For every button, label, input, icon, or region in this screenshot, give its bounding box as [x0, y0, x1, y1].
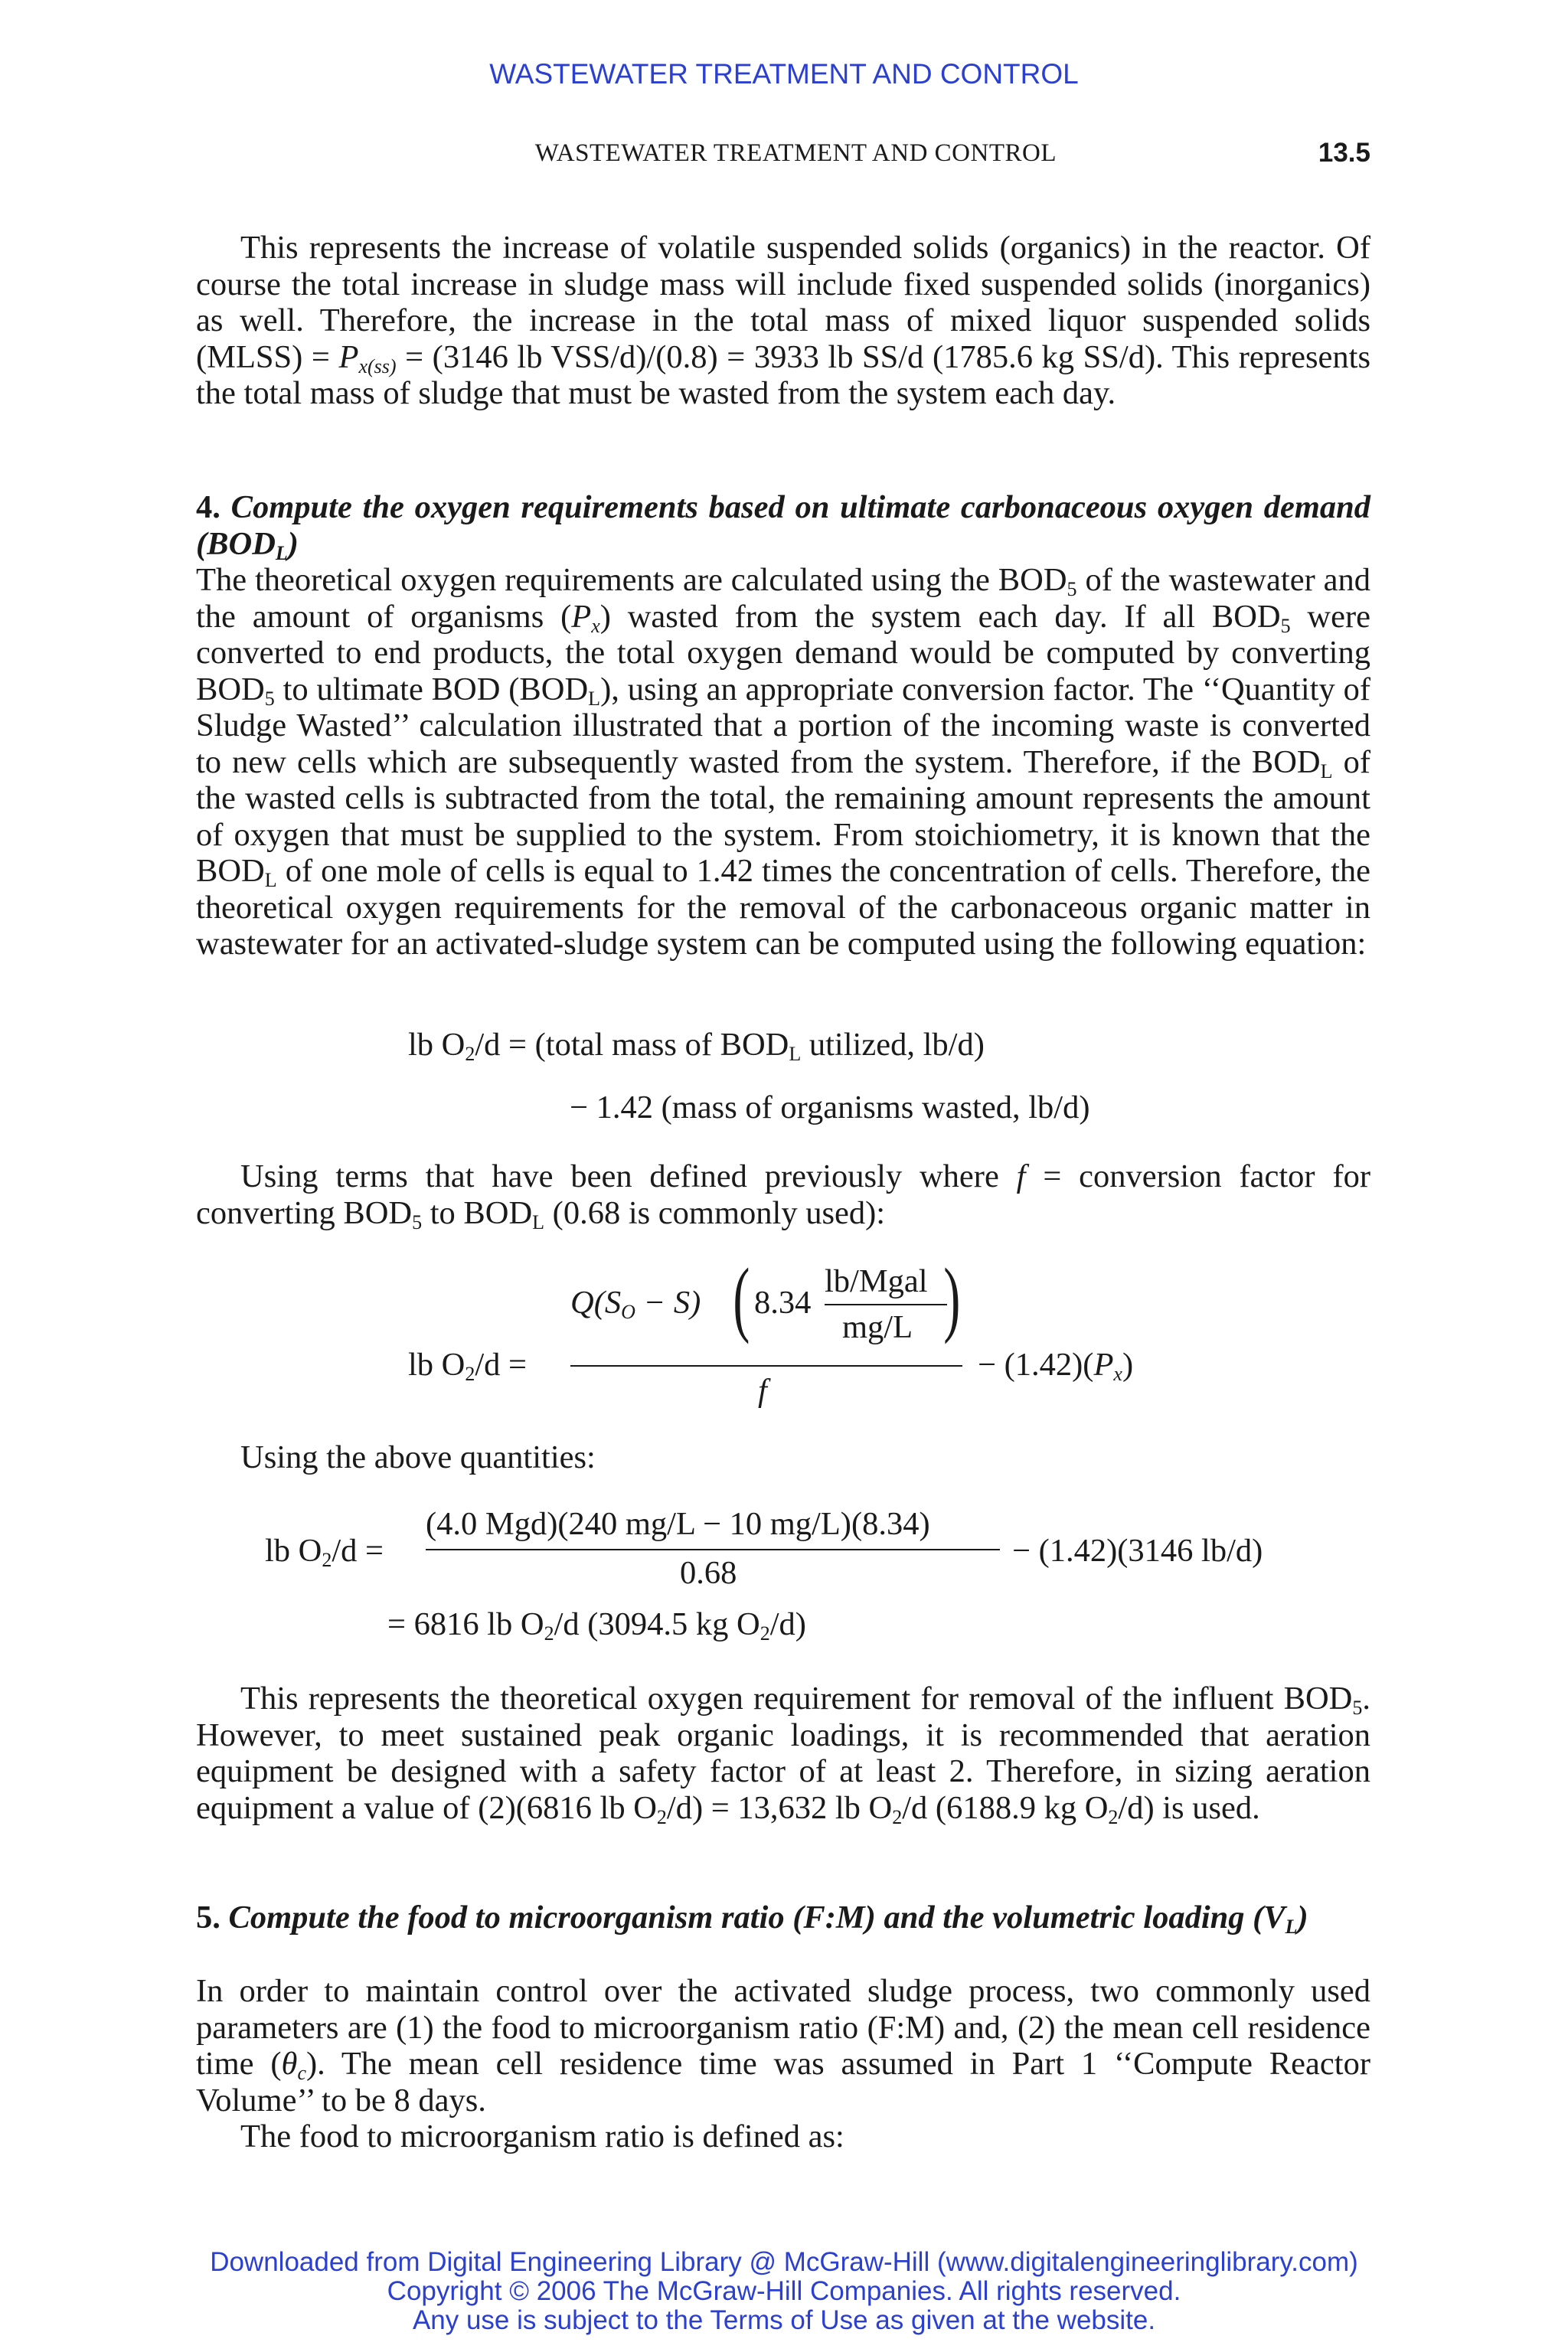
eq2-lhs: lb $O_2/d$ =	[408, 1347, 528, 1385]
eq3-numerator: (4.0 Mgd)(240 mg/L − 10 mg/L)(8.34)	[426, 1506, 930, 1542]
eq3-result: = 6816 lb $O_2/d$ (3094.5 kg $O_2/d$)	[387, 1606, 806, 1645]
eq2-tail: − $(1.42)(P_x)$	[978, 1347, 1134, 1385]
page-banner: WASTEWATER TREATMENT AND CONTROL	[489, 58, 1079, 90]
eq2-main-fraction-line	[570, 1365, 962, 1367]
footer-download-line[interactable]: Downloaded from Digital Engineering Library @ McGraw-Hill (www.digitalengineeringlibrary.com)	[210, 2247, 1358, 2277]
step-4-heading: 4. Compute the oxygen requirements based on ultimate carbonaceous oxygen demand $(BOD_L)$	[196, 489, 1371, 564]
paragraph-oxygen-theory: The theoretical oxygen requirements are calculated using the $BOD_5$ of the wastewater and the amount of organisms $(P_x)$ wasted from the system each day. If all $BOD_5$ were converted to end products, the total oxygen demand would be computed by converting $BOD_5$ to ultimate BOD $(BOD_L)$, using an appropriate conversion factor. The ‘‘Quantity of Sludge Wasted’’ calculation illustrated that a portion of the incoming waste is converted to new cells which are subsequently wasted from the system. Therefore, if the $BOD_L$ of the wasted cells is subtracted from the total, the remaining amount represents the amount of oxygen that must be supplied to the system. From stoichiometry, it is known that the $BOD_L$ of one mole of cells is equal to 1.42 times the concentration of cells. Therefore, the theoretical oxygen requirements for the removal of the carbonaceous organic matter in wastewater for an activated-sludge system can be computed using the following equation:	[196, 562, 1371, 962]
paragraph-fm-intro: In order to maintain control over the activated sludge process, two commonly used parameters are (1) the food to microorganism ratio (F:M) and, (2) the mean cell residence time $(\theta_c)$. The mean cell residence time was assumed in Part 1 ‘‘Compute Reactor Volume’’ to be 8 days.	[196, 1973, 1370, 2118]
equation-oxygen-definition: lb $O_2/d$ = (total mass of $BOD_L$ utilized, lb/d)	[408, 1027, 985, 1065]
paragraph-fm-definition: The food to microorganism ratio is defined as:	[240, 2118, 844, 2154]
left-paren: (	[733, 1251, 750, 1344]
paragraph-using-quantities: Using the above quantities:	[240, 1439, 596, 1475]
page-number: 13.5	[1318, 138, 1370, 168]
eq2-numerator-q: $Q(S_O - S)$	[570, 1285, 701, 1323]
running-head: WASTEWATER TREATMENT AND CONTROL	[534, 139, 1057, 167]
footer-copyright-line: Copyright © 2006 The McGraw-Hill Companies. All rights reserved.	[387, 2276, 1181, 2306]
eq2-unit-numerator: lb/Mgal	[825, 1263, 928, 1299]
eq3-fraction-line	[426, 1549, 1000, 1550]
eq3-lhs: lb $O_2/d$ =	[265, 1533, 384, 1571]
eq3-denominator: 0.68	[680, 1555, 737, 1591]
eq3-tail: − (1.42)(3146 lb/d)	[1012, 1533, 1263, 1569]
eq2-unit-denominator: mg/L	[842, 1309, 913, 1345]
paragraph-safety-factor: This represents the theoretical oxygen requirement for removal of the influent $BOD_5$. However, to meet sustained peak organic loadings, it is recommended that aeration equipment be designed with a safety factor of at least 2. Therefore, in sizing aeration equipment a value of (2)(6816 lb $O_2/d) = 13,632$ lb $O_2/d$ (6188.9 kg $O_2/d$) is used.	[196, 1681, 1370, 1828]
step-5-heading: 5. Compute the food to microorganism ratio (F:M) and the volumetric loading $(V_L)$	[196, 1900, 1308, 1938]
equation-oxygen-definition-line2: − 1.42 (mass of organisms wasted, lb/d)	[570, 1089, 1090, 1125]
right-paren: )	[943, 1251, 961, 1344]
eq2-denominator: f	[758, 1373, 767, 1409]
footer-terms-line[interactable]: Any use is subject to the Terms of Use as given at the website.	[412, 2305, 1156, 2335]
eq2-constant: 8.34	[754, 1285, 812, 1321]
paragraph-mlss: This represents the increase of volatile suspended solids (organics) in the reactor. Of course the total increase in sludge mass will include fixed suspended solids (inorganics) as well. Therefore, the increase in the total mass of mixed liquor suspended solids (MLSS) = $P_{x(ss)} = (3146$ lb VSS/d)/(0.8) = 3933 lb SS/d (1785.6 kg SS/d). This represents the total mass of sludge that must be wasted from the system each day.	[196, 230, 1370, 411]
eq2-unit-fraction-line	[825, 1304, 947, 1305]
paragraph-conversion-factor: Using terms that have been defined previously where f = conversion factor for converting $BOD_5$ to $BOD_L$ (0.68 is commonly used):	[196, 1158, 1370, 1233]
